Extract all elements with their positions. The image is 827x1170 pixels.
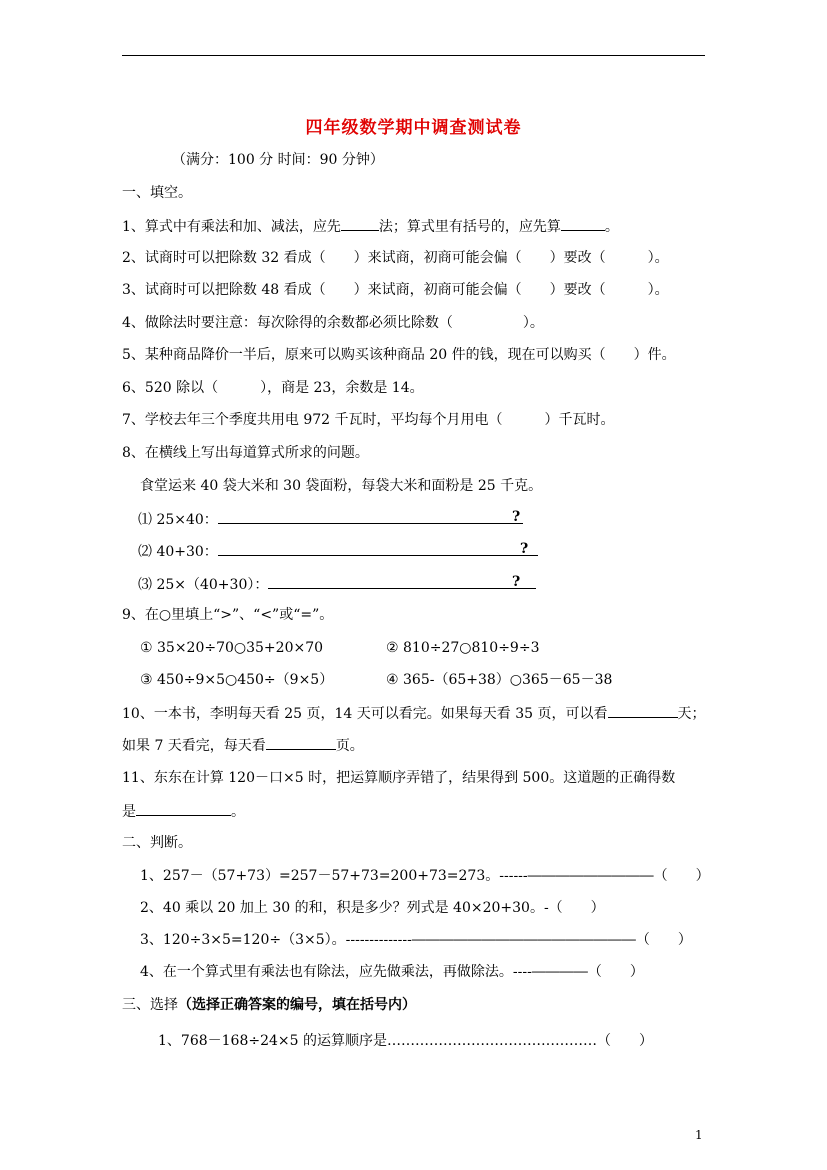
q1-text-b: 法；算式里有括号的，应先算 [378,219,561,235]
page-title: 四年级数学期中调查测试卷 [305,118,522,138]
section-choice-title: 三、选择 [122,997,178,1013]
answer-blank[interactable] [561,216,605,231]
question-mark: ? [512,509,521,525]
question-8-item [138,509,523,530]
answer-blank[interactable] [136,801,231,816]
q10-text-a: 10、一本书，李明每天看 25 页，14 天可以看完。如果每天看 35 页，可以看 [122,706,608,722]
judge-item: 2、40 乘以 20 加上 30 的和，积是多少？列式是 40×20+30。-（ ） [140,900,605,916]
comparison-item: ① 35×20÷70○35+20×70 [140,640,324,656]
comparison-item: ③ 450÷9×5○450÷（9×5） [140,672,334,688]
answer-blank[interactable] [341,216,379,231]
q10-text-b: 天； [677,706,706,722]
page-number: 1 [695,1128,703,1142]
q10-text-c: 如果 7 天看完，每天看 [122,738,266,754]
question-mark: ? [520,541,529,557]
section-judge-heading: 二、判断。 [122,835,192,851]
question-2: 2、试商时可以把除数 32 看成（ ）来试商，初商可能会偏（ ）要改（ ）。 [122,250,669,266]
question-1 [122,216,619,237]
answer-blank[interactable] [266,735,336,750]
question-5: 5、某种商品降价一半后，原来可以购买该种商品 20 件的钱，现在可以购买（ ）件。 [122,347,676,363]
item-label: ⑵ 40+30： [138,544,218,560]
section-choice-instruction: （选择正确答案的编号，填在括号内） [178,997,416,1013]
question-8-item [138,574,536,595]
question-9: 9、在○里填上“>”、“<”或“=”。 [122,607,334,623]
question-mark: ? [512,574,521,590]
q1-text-a: 1、算式中有乘法和加、减法，应先 [122,219,341,235]
judge-item: 4、在一个算式里有乘法也有除法，应先做乘法，再做除法。----――――（ ） [140,964,644,980]
comparison-item: ④ 365-（65+38）○365－65－38 [386,672,613,688]
comparison-item: ② 810÷27○810÷9÷3 [386,640,540,656]
question-11-cont [122,801,245,822]
section-fill-heading: 一、填空。 [122,185,192,201]
question-3: 3、试商时可以把除数 48 看成（ ）来试商，初商可能会偏（ ）要改（ ）。 [122,282,669,298]
answer-blank[interactable] [608,703,678,718]
section-choice-heading [122,995,416,1015]
question-6: 6、520 除以（ ），商是 23，余数是 14。 [122,380,424,396]
q1-text-c: 。 [604,219,619,235]
choice-item: 1、768－168÷24×5 的运算顺序是………………………………………（ ） [158,1033,653,1049]
item-label: ⑴ 25×40： [138,512,218,528]
q10-text-d: 页。 [335,738,364,754]
header-rule [122,55,705,56]
judge-item: 3、120÷3×5=120÷（3×5）。--------------――――――――――――――――（ ） [140,932,692,948]
answer-line[interactable] [268,574,536,589]
question-4: 4、做除法时要注意：每次除得的余数都必须比除数（ ）。 [122,315,544,331]
question-7: 7、学校去年三个季度共用电 972 千瓦时，平均每个月用电（ ）千瓦时。 [122,412,615,428]
q11-text-b: 是 [122,804,136,820]
question-11: 11、东东在计算 120－口×5 时，把运算顺序弄错了，结果得到 500。这道题的正确得数 [122,770,676,786]
answer-line[interactable] [218,541,538,556]
item-label: ⑶ 25×（40+30）： [138,577,269,593]
question-10-cont [122,735,364,756]
answer-line[interactable] [218,509,523,524]
q11-text-c: 。 [231,804,245,820]
question-10 [122,703,706,724]
question-8-context: 食堂运来 40 袋大米和 30 袋面粉，每袋大米和面粉是 25 千克。 [140,478,543,494]
question-8: 8、在横线上写出每道算式所求的问题。 [122,445,369,461]
question-8-item [138,541,538,562]
exam-info: （满分：100 分 时间：90 分钟） [172,152,384,168]
judge-item: 1、257－（57+73）=257－57+73=200+73=273。------―――――――――（ ） [140,868,710,884]
